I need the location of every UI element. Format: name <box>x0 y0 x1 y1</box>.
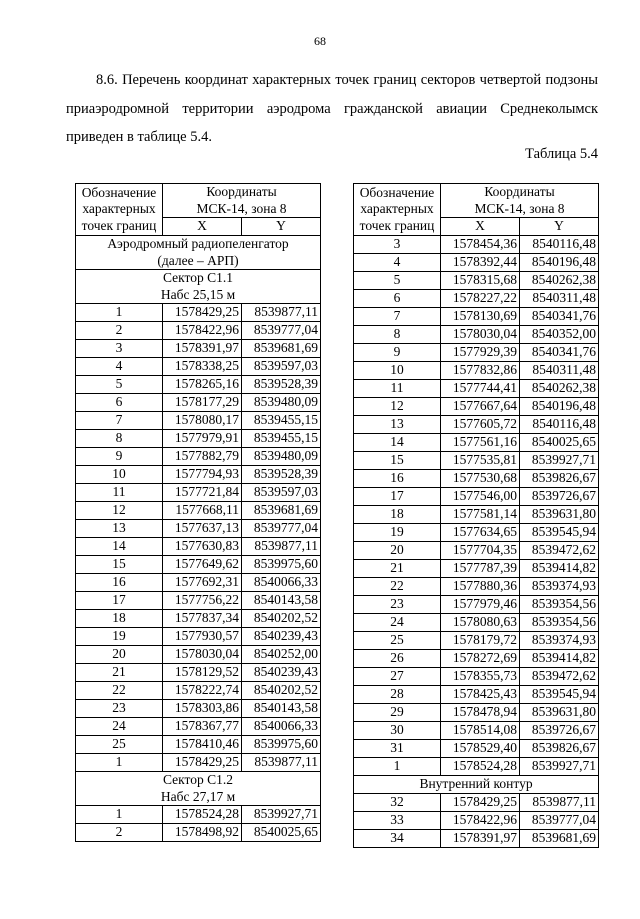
section-arp <box>76 236 321 270</box>
table-row <box>354 236 599 254</box>
point-id: 24 <box>354 614 441 632</box>
x-coordinate: 1577530,68 <box>441 470 520 488</box>
point-id: 16 <box>76 574 163 592</box>
y-coordinate: 8539975,60 <box>242 736 321 754</box>
point-id: 21 <box>354 560 441 578</box>
point-id: 26 <box>354 650 441 668</box>
header-point-label-line: характерных <box>360 201 434 217</box>
table-row <box>354 524 599 542</box>
y-coordinate: 8540143,58 <box>242 592 321 610</box>
header-coordinates-title: Координаты <box>206 184 277 199</box>
table-row <box>354 812 599 830</box>
table-row <box>354 308 599 326</box>
x-coordinate: 1578355,73 <box>441 668 520 686</box>
header-point-label-line: точек границ <box>359 217 435 233</box>
y-coordinate: 8539631,80 <box>520 506 599 524</box>
y-coordinate: 8540352,00 <box>520 326 599 344</box>
table-row <box>76 664 321 682</box>
point-id: 19 <box>76 628 163 646</box>
table-row <box>354 650 599 668</box>
y-coordinate: 8539726,67 <box>520 722 599 740</box>
table-row <box>354 596 599 614</box>
point-id: 20 <box>354 542 441 560</box>
point-id: 19 <box>354 524 441 542</box>
point-id: 13 <box>76 520 163 538</box>
sector-c1-1-line: Набс 25,15 м <box>160 286 236 302</box>
table-row <box>76 718 321 736</box>
table-row <box>354 362 599 380</box>
y-coordinate: 8539354,56 <box>520 614 599 632</box>
y-coordinate: 8539455,15 <box>242 430 321 448</box>
table-row <box>76 466 321 484</box>
y-coordinate: 8539877,11 <box>242 754 321 772</box>
point-id: 1 <box>76 754 163 772</box>
point-id: 22 <box>76 682 163 700</box>
point-id: 15 <box>354 452 441 470</box>
y-coordinate: 8540025,65 <box>242 824 321 842</box>
point-id: 8 <box>354 326 441 344</box>
x-coordinate: 1578478,94 <box>441 704 520 722</box>
table-row <box>354 326 599 344</box>
point-id: 9 <box>76 448 163 466</box>
table-row <box>354 470 599 488</box>
y-coordinate: 8539472,62 <box>520 668 599 686</box>
point-id: 23 <box>354 596 441 614</box>
y-coordinate: 8539597,03 <box>242 484 321 502</box>
point-id: 25 <box>354 632 441 650</box>
table-row <box>354 830 599 848</box>
y-coordinate: 8539877,11 <box>520 794 599 812</box>
header-point-label-line: Обозначение <box>359 184 435 200</box>
header-y: Y <box>520 218 599 236</box>
table-row <box>76 484 321 502</box>
y-coordinate: 8540341,76 <box>520 344 599 362</box>
x-coordinate: 1578514,08 <box>441 722 520 740</box>
y-coordinate: 8540066,33 <box>242 718 321 736</box>
header-y: Y <box>242 218 321 236</box>
y-coordinate: 8539374,93 <box>520 578 599 596</box>
table-row <box>76 556 321 574</box>
page-number: 68 <box>314 34 326 48</box>
x-coordinate: 1577634,65 <box>441 524 520 542</box>
point-id: 5 <box>354 272 441 290</box>
table-row <box>354 794 599 812</box>
point-id: 10 <box>354 362 441 380</box>
section-inner-contour-row <box>354 776 599 794</box>
x-coordinate: 1578227,22 <box>441 290 520 308</box>
x-coordinate: 1577744,41 <box>441 380 520 398</box>
x-coordinate: 1578130,69 <box>441 308 520 326</box>
table-row <box>76 412 321 430</box>
table-row <box>354 758 599 776</box>
y-coordinate: 8540066,33 <box>242 574 321 592</box>
point-id: 3 <box>354 236 441 254</box>
table-row <box>76 304 321 322</box>
x-coordinate: 1578429,25 <box>163 304 242 322</box>
header-coordinate-system: МСК-14, зона 8 <box>196 200 287 216</box>
table-row <box>354 506 599 524</box>
x-coordinate: 1578410,46 <box>163 736 242 754</box>
x-coordinate: 1578429,25 <box>441 794 520 812</box>
point-id: 31 <box>354 740 441 758</box>
table-row <box>76 448 321 466</box>
sector-c1-2-row <box>76 772 321 806</box>
point-id: 24 <box>76 718 163 736</box>
table-row <box>76 376 321 394</box>
sector-c1-1-row <box>76 270 321 304</box>
y-coordinate: 8539455,15 <box>242 412 321 430</box>
header-point-label-line: Обозначение <box>81 184 157 200</box>
x-coordinate: 1577605,72 <box>441 416 520 434</box>
table-row <box>354 560 599 578</box>
header-point-label-line: точек границ <box>81 217 157 233</box>
x-coordinate: 1578030,04 <box>163 646 242 664</box>
intro-line-2: приаэродромной территории аэродрома гражданской авиации Среднеколымск <box>66 100 598 117</box>
header-coordinates-title: Координаты <box>484 184 555 199</box>
x-coordinate: 1577756,22 <box>163 592 242 610</box>
header-point-label <box>76 184 163 236</box>
point-id: 16 <box>354 470 441 488</box>
x-coordinate: 1578030,04 <box>441 326 520 344</box>
x-coordinate: 1577667,64 <box>441 398 520 416</box>
point-id: 3 <box>76 340 163 358</box>
x-coordinate: 1577930,57 <box>163 628 242 646</box>
table-row <box>354 704 599 722</box>
point-id: 25 <box>76 736 163 754</box>
x-coordinate: 1577535,81 <box>441 452 520 470</box>
table-row <box>76 682 321 700</box>
table-row <box>354 416 599 434</box>
x-coordinate: 1578338,25 <box>163 358 242 376</box>
x-coordinate: 1578315,68 <box>441 272 520 290</box>
table-row <box>76 322 321 340</box>
table-row <box>354 686 599 704</box>
table-row <box>354 542 599 560</box>
table-row <box>354 254 599 272</box>
x-coordinate: 1577880,36 <box>441 578 520 596</box>
y-coordinate: 8539826,67 <box>520 470 599 488</box>
point-id: 33 <box>354 812 441 830</box>
point-id: 2 <box>76 322 163 340</box>
x-coordinate: 1577979,91 <box>163 430 242 448</box>
x-coordinate: 1578498,92 <box>163 824 242 842</box>
point-id: 21 <box>76 664 163 682</box>
point-id: 14 <box>76 538 163 556</box>
coordinates-table-right <box>353 183 599 848</box>
intro-line-3: приведен в таблице 5.4. <box>66 129 212 145</box>
y-coordinate: 8540262,38 <box>520 380 599 398</box>
x-coordinate: 1578524,28 <box>163 806 242 824</box>
table-row <box>76 754 321 772</box>
point-id: 18 <box>354 506 441 524</box>
point-id: 30 <box>354 722 441 740</box>
x-coordinate: 1578265,16 <box>163 376 242 394</box>
x-coordinate: 1578080,17 <box>163 412 242 430</box>
y-coordinate: 8539374,93 <box>520 632 599 650</box>
section-arp-row <box>76 236 321 270</box>
y-coordinate: 8540239,43 <box>242 628 321 646</box>
section-inner-contour <box>354 776 599 794</box>
y-coordinate: 8539528,39 <box>242 466 321 484</box>
table-row <box>354 344 599 362</box>
y-coordinate: 8539877,11 <box>242 304 321 322</box>
table-row <box>354 488 599 506</box>
table-row <box>354 722 599 740</box>
x-coordinate: 1578425,43 <box>441 686 520 704</box>
x-coordinate: 1577979,46 <box>441 596 520 614</box>
header-point-label <box>354 184 441 236</box>
y-coordinate: 8540202,52 <box>242 610 321 628</box>
table-row <box>76 806 321 824</box>
x-coordinate: 1578391,97 <box>163 340 242 358</box>
section-arp-line: (далее – АРП) <box>157 252 239 268</box>
x-coordinate: 1578303,86 <box>163 700 242 718</box>
x-coordinate: 1578529,40 <box>441 740 520 758</box>
x-coordinate: 1578080,63 <box>441 614 520 632</box>
x-coordinate: 1577692,31 <box>163 574 242 592</box>
y-coordinate: 8540196,48 <box>520 398 599 416</box>
table-row <box>76 610 321 628</box>
y-coordinate: 8539726,67 <box>520 488 599 506</box>
y-coordinate: 8539777,04 <box>242 520 321 538</box>
table-row <box>76 538 321 556</box>
table-row <box>76 358 321 376</box>
header-coordinate-system: МСК-14, зона 8 <box>474 200 565 216</box>
sector-c1-2 <box>76 772 321 806</box>
y-coordinate: 8539414,82 <box>520 650 599 668</box>
sector-c1-2-line: Сектор С1.2 <box>162 772 234 787</box>
table-row <box>354 452 599 470</box>
intro-line-1: 8.6. Перечень координат характерных точек границ секторов четвертой подзоны <box>96 72 598 88</box>
section-arp-line: Аэродромный радиопеленгатор <box>107 236 289 251</box>
x-coordinate: 1577794,93 <box>163 466 242 484</box>
y-coordinate: 8539631,80 <box>520 704 599 722</box>
y-coordinate: 8539354,56 <box>520 596 599 614</box>
y-coordinate: 8540143,58 <box>242 700 321 718</box>
y-coordinate: 8540025,65 <box>520 434 599 452</box>
table-row <box>76 592 321 610</box>
point-id: 8 <box>76 430 163 448</box>
table-row <box>354 398 599 416</box>
point-id: 12 <box>76 502 163 520</box>
table-row <box>354 290 599 308</box>
table-row <box>76 574 321 592</box>
y-coordinate: 8539927,71 <box>520 758 599 776</box>
x-coordinate: 1577649,62 <box>163 556 242 574</box>
table-row <box>76 340 321 358</box>
table-row <box>354 614 599 632</box>
table-row <box>354 434 599 452</box>
header-coordinates <box>441 184 599 218</box>
point-id: 5 <box>76 376 163 394</box>
x-coordinate: 1578422,96 <box>441 812 520 830</box>
point-id: 9 <box>354 344 441 362</box>
x-coordinate: 1577787,39 <box>441 560 520 578</box>
point-id: 11 <box>354 380 441 398</box>
y-coordinate: 8539877,11 <box>242 538 321 556</box>
y-coordinate: 8540262,38 <box>520 272 599 290</box>
table-row <box>354 632 599 650</box>
sector-c1-1 <box>76 270 321 304</box>
y-coordinate: 8539480,09 <box>242 394 321 412</box>
x-coordinate: 1578422,96 <box>163 322 242 340</box>
x-coordinate: 1577837,34 <box>163 610 242 628</box>
table-row <box>354 380 599 398</box>
point-id: 2 <box>76 824 163 842</box>
sector-c1-1-line: Сектор С1.1 <box>162 270 234 285</box>
y-coordinate: 8539826,67 <box>520 740 599 758</box>
point-id: 17 <box>354 488 441 506</box>
y-coordinate: 8539480,09 <box>242 448 321 466</box>
x-coordinate: 1578429,25 <box>163 754 242 772</box>
point-id: 15 <box>76 556 163 574</box>
table-row <box>354 272 599 290</box>
point-id: 32 <box>354 794 441 812</box>
point-id: 1 <box>76 304 163 322</box>
y-coordinate: 8539927,71 <box>242 806 321 824</box>
table-caption: Таблица 5.4 <box>525 146 598 162</box>
y-coordinate: 8539528,39 <box>242 376 321 394</box>
point-id: 7 <box>354 308 441 326</box>
x-coordinate: 1578177,29 <box>163 394 242 412</box>
y-coordinate: 8539975,60 <box>242 556 321 574</box>
y-coordinate: 8539681,69 <box>520 830 599 848</box>
header-coordinates <box>163 184 321 218</box>
point-id: 7 <box>76 412 163 430</box>
table-row <box>76 700 321 718</box>
table-row <box>76 736 321 754</box>
intro-paragraph <box>66 66 598 152</box>
y-coordinate: 8539545,94 <box>520 686 599 704</box>
x-coordinate: 1577832,86 <box>441 362 520 380</box>
table-row <box>76 628 321 646</box>
y-coordinate: 8539777,04 <box>242 322 321 340</box>
point-id: 20 <box>76 646 163 664</box>
y-coordinate: 8539472,62 <box>520 542 599 560</box>
point-id: 28 <box>354 686 441 704</box>
x-coordinate: 1577929,39 <box>441 344 520 362</box>
table-row <box>354 740 599 758</box>
x-coordinate: 1578272,69 <box>441 650 520 668</box>
x-coordinate: 1578129,52 <box>163 664 242 682</box>
y-coordinate: 8540311,48 <box>520 290 599 308</box>
point-id: 18 <box>76 610 163 628</box>
point-id: 23 <box>76 700 163 718</box>
point-id: 13 <box>354 416 441 434</box>
y-coordinate: 8540116,48 <box>520 236 599 254</box>
table-row <box>354 668 599 686</box>
x-coordinate: 1578454,36 <box>441 236 520 254</box>
table-row <box>76 430 321 448</box>
y-coordinate: 8539681,69 <box>242 502 321 520</box>
y-coordinate: 8539927,71 <box>520 452 599 470</box>
point-id: 1 <box>354 758 441 776</box>
y-coordinate: 8540196,48 <box>520 254 599 272</box>
y-coordinate: 8540311,48 <box>520 362 599 380</box>
x-coordinate: 1578391,97 <box>441 830 520 848</box>
x-coordinate: 1577561,16 <box>441 434 520 452</box>
table-row <box>76 502 321 520</box>
table-row <box>354 578 599 596</box>
x-coordinate: 1577630,83 <box>163 538 242 556</box>
x-coordinate: 1578222,74 <box>163 682 242 700</box>
coordinates-table-left <box>75 183 321 842</box>
x-coordinate: 1578392,44 <box>441 254 520 272</box>
x-coordinate: 1577882,79 <box>163 448 242 466</box>
x-coordinate: 1577581,14 <box>441 506 520 524</box>
header-point-label-line: характерных <box>82 201 156 217</box>
y-coordinate: 8540116,48 <box>520 416 599 434</box>
y-coordinate: 8540341,76 <box>520 308 599 326</box>
x-coordinate: 1578524,28 <box>441 758 520 776</box>
point-id: 27 <box>354 668 441 686</box>
table-row <box>76 824 321 842</box>
point-id: 10 <box>76 466 163 484</box>
x-coordinate: 1578367,77 <box>163 718 242 736</box>
point-id: 1 <box>76 806 163 824</box>
point-id: 11 <box>76 484 163 502</box>
y-coordinate: 8540239,43 <box>242 664 321 682</box>
section-inner-contour-line: Внутренний контур <box>419 776 533 792</box>
x-coordinate: 1578179,72 <box>441 632 520 650</box>
point-id: 22 <box>354 578 441 596</box>
x-coordinate: 1577668,11 <box>163 502 242 520</box>
point-id: 12 <box>354 398 441 416</box>
y-coordinate: 8539777,04 <box>520 812 599 830</box>
point-id: 6 <box>76 394 163 412</box>
sector-c1-2-line: Набс 27,17 м <box>160 788 236 804</box>
point-id: 17 <box>76 592 163 610</box>
point-id: 4 <box>354 254 441 272</box>
y-coordinate: 8539545,94 <box>520 524 599 542</box>
x-coordinate: 1577637,13 <box>163 520 242 538</box>
point-id: 6 <box>354 290 441 308</box>
header-x: X <box>163 218 242 236</box>
table-row <box>76 520 321 538</box>
point-id: 14 <box>354 434 441 452</box>
x-coordinate: 1577546,00 <box>441 488 520 506</box>
table-row <box>76 646 321 664</box>
table-row <box>76 394 321 412</box>
x-coordinate: 1577721,84 <box>163 484 242 502</box>
point-id: 34 <box>354 830 441 848</box>
y-coordinate: 8539414,82 <box>520 560 599 578</box>
y-coordinate: 8539681,69 <box>242 340 321 358</box>
x-coordinate: 1577704,35 <box>441 542 520 560</box>
y-coordinate: 8540252,00 <box>242 646 321 664</box>
y-coordinate: 8539597,03 <box>242 358 321 376</box>
point-id: 4 <box>76 358 163 376</box>
y-coordinate: 8540202,52 <box>242 682 321 700</box>
point-id: 29 <box>354 704 441 722</box>
header-x: X <box>441 218 520 236</box>
